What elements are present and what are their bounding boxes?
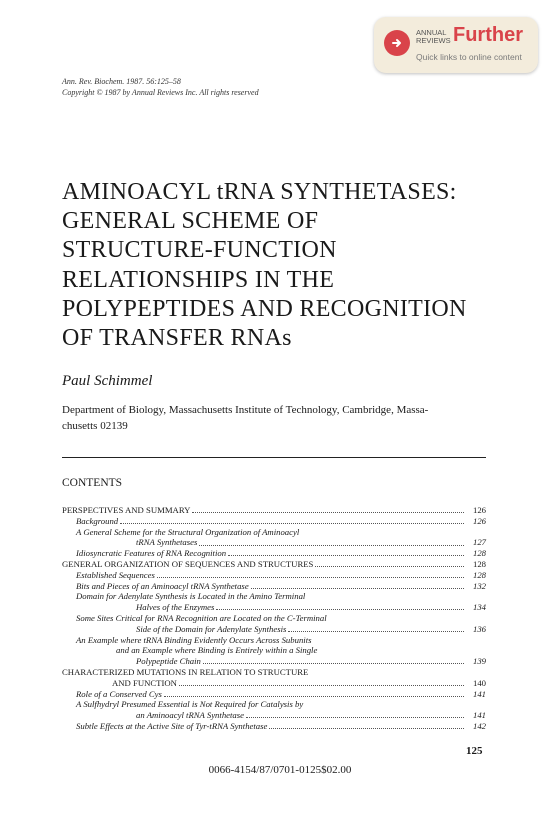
author-name: Paul Schimmel	[62, 373, 153, 389]
badge-further-label: Further	[453, 24, 523, 46]
section-divider	[62, 457, 486, 458]
toc-entry: Polypeptide Chain 139	[136, 656, 486, 667]
toc-entry: Idiosyncratic Features of RNA Recognition 128	[76, 548, 486, 559]
toc-entry: Bits and Pieces of an Aminoacyl tRNA Synthetase 132	[76, 580, 486, 591]
toc-entry: Background 126	[76, 515, 486, 526]
toc-entry: PERSPECTIVES AND SUMMARY 126	[62, 505, 486, 515]
badge-subtitle: Quick links to online content	[416, 52, 522, 62]
journal-citation: Ann. Rev. Biochem. 1987. 56:125–58 Copyright © 1987 by Annual Reviews Inc. All rights reserved	[62, 77, 259, 97]
annual-reviews-further-badge[interactable]	[374, 17, 538, 73]
toc-entry: tRNA Synthetases 127	[136, 537, 486, 548]
contents-heading: CONTENTS	[62, 477, 123, 489]
arrow-icon	[384, 30, 410, 56]
toc-entry: Established Sequences 128	[76, 569, 486, 580]
toc-entry: Halves of the Enzymes 134	[136, 602, 486, 613]
article-title: AMINOACYL tRNA SYNTHETASES: GENERAL SCHEME OF STRUCTURE-FUNCTION RELATIONSHIPS IN THE POLYPEPTIDES AND RECOGNITION OF TRANSFER RNAs	[62, 179, 467, 352]
toc-entry: Some Sites Critical for RNA Recognition are Located on the C-Terminal	[76, 612, 327, 623]
toc-entry: Role of a Conserved Cys 141	[76, 688, 486, 699]
table-of-contents	[62, 505, 486, 732]
toc-entry: and an Example where Binding is Entirely within a Single	[116, 645, 318, 656]
toc-entry: An Example where tRNA Binding Evidently Occurs Across Subunits	[76, 634, 312, 645]
toc-entry: Subtle Effects at the Active Site of Tyr-tRNA Synthetase 142	[76, 720, 486, 731]
toc-entry: AND FUNCTION 140	[112, 677, 486, 688]
page-number: 125	[466, 745, 483, 757]
toc-entry: an Aminoacyl tRNA Synthetase 141	[136, 710, 486, 721]
author-affiliation: Department of Biology, Massachusetts Institute of Technology, Cambridge, Massa- chusetts 02139	[62, 404, 429, 432]
toc-entry: Domain for Adenylate Synthesis is Located in the Amino Terminal	[76, 591, 306, 602]
badge-publisher-label: ANNUAL REVIEWS	[416, 28, 451, 45]
toc-entry: GENERAL ORGANIZATION OF SEQUENCES AND STRUCTURES 128	[62, 558, 486, 569]
toc-entry: Side of the Domain for Adenylate Synthesis 136	[136, 623, 486, 634]
toc-entry: A Sulfhydryl Presumed Essential is Not Required for Catalysis by	[76, 699, 304, 710]
toc-entry: CHARACTERIZED MUTATIONS IN RELATION TO STRUCTURE	[62, 666, 309, 677]
toc-entry: A General Scheme for the Structural Organization of Aminoacyl	[76, 526, 300, 537]
article-identifier: 0066-4154/87/0701-0125$02.00	[208, 764, 352, 776]
